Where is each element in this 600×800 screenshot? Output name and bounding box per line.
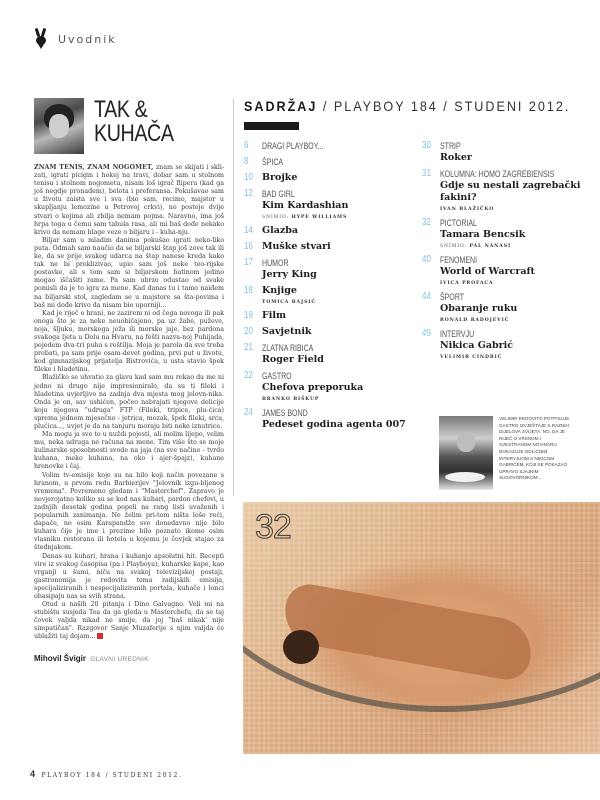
page-number: 4 xyxy=(30,769,36,779)
toc-title: Brojke xyxy=(262,172,298,183)
toc-entry[interactable] xyxy=(244,140,414,152)
toc-credit xyxy=(440,317,597,324)
editorial-body xyxy=(34,164,224,642)
toc-entry[interactable] xyxy=(422,254,597,287)
toc-entry[interactable] xyxy=(244,188,414,221)
paragraph xyxy=(34,164,224,237)
contents-heading xyxy=(244,98,570,114)
credit-label: SNIMIO: xyxy=(440,244,470,249)
author-name: Mihovil Švigir xyxy=(34,653,87,663)
photo-page-label: 32 xyxy=(255,508,291,546)
toc-entry-text xyxy=(262,241,414,253)
toc-page-number: 18 xyxy=(244,285,253,296)
toc-kicker: PICTORIAL xyxy=(440,218,477,228)
toc-entry[interactable] xyxy=(244,285,414,306)
toc-title: Kim Kardashian xyxy=(262,200,349,211)
toc-page-number: 24 xyxy=(244,407,253,418)
toc-entry-text xyxy=(262,140,414,152)
toc-entry[interactable] xyxy=(422,291,597,324)
credit-name: PÁL NÁNÁSI xyxy=(469,244,511,249)
toc-page-number: 10 xyxy=(244,172,253,183)
toc-title: Roker xyxy=(440,152,472,163)
toc-title: Chefova preporuka xyxy=(262,382,364,393)
column-divider xyxy=(233,98,234,496)
contents-column-right xyxy=(422,140,597,365)
editorial-header xyxy=(34,98,224,156)
interview-teaser xyxy=(439,416,573,490)
contents-heading-issue: / PLAYBOY 184 / STUDENI 2012. xyxy=(317,98,571,114)
credit-label: SNIMIO: xyxy=(262,215,292,220)
toc-entry[interactable] xyxy=(244,310,414,322)
toc-entry[interactable] xyxy=(244,225,414,237)
author-photo xyxy=(34,98,84,154)
toc-kicker: ŠPORT xyxy=(440,292,465,302)
page-folio xyxy=(30,769,182,779)
toc-page-number: 40 xyxy=(422,254,431,265)
toc-entry[interactable] xyxy=(422,217,597,250)
toc-entry[interactable] xyxy=(244,257,414,281)
toc-entry[interactable] xyxy=(244,156,414,168)
toc-kicker: BAD GIRL xyxy=(262,189,295,199)
toc-credit xyxy=(440,206,597,213)
paragraph xyxy=(34,601,224,641)
toc-page-number: 44 xyxy=(422,291,431,302)
toc-kicker: INTERVJU xyxy=(440,329,475,339)
toc-kicker: ZLATNA RIBICA xyxy=(262,343,314,353)
toc-entry[interactable] xyxy=(244,407,414,431)
toc-title: Jerry King xyxy=(262,269,317,280)
credit-name: VELIMIR CINDRIĆ xyxy=(440,355,503,360)
toc-page-number: 21 xyxy=(244,342,253,353)
toc-title: Knjige xyxy=(262,285,297,296)
author-role: GLAVNI UREDNIK xyxy=(90,655,149,663)
paragraph-text: Otud u naših 20 pitanja i Dino Galvagno. Veli mi na stubištu susjeda Tea da ga gleda u Masterchefu, da se taj čovek valjda nikad ne smije, da joj "baš nikak' nije simpatičan". Razgovor Sanje Muzaferije s njim valjda će ublažiti taj dojam... xyxy=(34,601,224,641)
feature-photo[interactable] xyxy=(243,502,600,754)
credit-name: BRANKO BIŠKUP xyxy=(262,397,320,402)
toc-page-number: 17 xyxy=(244,257,253,268)
credit-name: HYPE WILLIAMS xyxy=(291,215,348,220)
toc-entry[interactable] xyxy=(244,172,414,184)
paragraph: Volim tv-emisije koje su na bilo koji način povezane s hranom, u prvom redu Barbierijev "Jelovnik izgu-bljenog vremena". Povremeno gledam i "Masterchef". Zapravo je nevjerojatno koliko su se kod nas kuhari, pardon chefovi, u zadnjih desetak godina popeli na rang listi uvaženih i popularnih zanimanja. Ne želim pri-tom ništa loše reći, dapače, no osim Karapandže sve donedavno nije bilo kuhara čije je ime i prezime bilo poznato ikome osim vlasniku restorana ili hotela u kojemu je čovjek stajao za štednjakom. xyxy=(34,471,224,552)
paragraph-text: znam se skijati i skli-zati, igrati picigin i hokej na travi, dobar sam u stolnom tenisu i stolnom nogometu, nisam loš igrač flipera (kad ga još negdje pronađem), belota i preferansa. Pokušavao sam u životu zaista sve i sva (bio sam, recimo, majstor u skupljanju lemozine u Petrovoj crkvi), no postoje dvije stvari o kojima ali zbilja nemam pojma. Naravno, ima još hrpa toga u čemu sam tabula rasa, ali mi baš dođe nekako krivo da nemam blage veze o biljaru i - kuha-nju. xyxy=(34,164,224,236)
toc-page-number: 31 xyxy=(422,168,431,179)
playboy-bunny-icon xyxy=(34,28,48,50)
toc-entry-text xyxy=(440,140,597,164)
toc-page-number: 32 xyxy=(422,217,431,228)
toc-entry[interactable] xyxy=(244,342,414,366)
toc-credit xyxy=(262,396,414,403)
paragraph: Kad je riječ o hrani, ne zazirem ni od čega novoga ili pak onoga što je za neke neuobičajeno, pa uz žabe, puževe, noja, šljuku, morskoga ježa ili morsko jaje, bez pardona svakoga ljeta u Dolu na Hvaru, na fešti nazva-noj Puhijada, pojedem dva-tri puha s roštilja. Moja je parola da sve treba probati, pa sam prije osam-devet godina, prvi put u životu, kod gimnazijskog prijatelja Bistrovića, u usta stavio špek fileke i hladetinu. xyxy=(34,309,224,374)
paragraph: Blažičko se uhvatio za glavu kad sam mu rekao da me ni jedno ni drugo nije impresioniralo, da su ti fileki i hladetina uvjerljivo na zadnja dva mjesta mog jelovn-nika. Onda je on, sav ushićen, počeo nabrajati njegove delicije koju njegova "udruga" FTP (Fileki, tripice, plu-ćica) sprema jednom mjesečno - jetrica, mozak, špek fileki, srca, plućica..., uvjet je da na tanjuru moraju biti neke iznutrice. xyxy=(34,374,224,430)
toc-title: World of Warcraft xyxy=(440,266,535,277)
end-of-article-icon xyxy=(97,633,103,639)
toc-credit xyxy=(440,280,597,287)
toc-kicker: GASTRO xyxy=(262,371,292,381)
toc-credit xyxy=(262,299,414,306)
section-header xyxy=(34,28,117,50)
toc-entry-text xyxy=(262,257,414,281)
heading-bar xyxy=(244,122,299,130)
toc-entry[interactable] xyxy=(244,241,414,253)
editorial-title-line2: KUHAČA xyxy=(94,120,174,147)
toc-title: Pedeset godina agenta 007 xyxy=(262,419,406,430)
interviewer-photo xyxy=(439,416,493,490)
toc-page-number: 20 xyxy=(244,326,253,337)
toc-page-number: 14 xyxy=(244,225,253,236)
credit-name: IVAN BLAŽIČKO xyxy=(440,207,495,212)
toc-title: Savjetnik xyxy=(262,326,312,337)
toc-entry-text xyxy=(440,217,597,250)
toc-title: Obaranje ruku xyxy=(440,303,518,314)
toc-kicker: DRAGI PLAYBOY... xyxy=(262,141,324,151)
toc-entry-text xyxy=(262,310,414,322)
toc-entry-text xyxy=(262,285,414,306)
toc-page-number: 8 xyxy=(244,156,249,167)
toc-kicker: FENOMENI xyxy=(440,255,478,265)
contents-heading-strong: SADRŽAJ xyxy=(244,98,318,114)
paragraph: Biljar sam u mladim danima pokušao igrati neko-liko puta. Odmah sam naučio da se biljarski štap još zove tak ili ke, da se prije svakog udarca na štap nanese kreda kako tak ne bi proklizivao, upio sam još neke teo-rijske postavke, ali s tom sam si biljarskom batinom jedino mogao iščašiti rame. Pa sam ubrzo odustao od svake pomisli da je to igra za mene. Kad danas tu i tamo naiđem na biljarski stol, zagledam se u majstore sa šta-povima i baš mi dođe krivo da nisam bio uporniji... xyxy=(34,236,224,309)
toc-entry[interactable] xyxy=(422,140,597,164)
toc-page-number: 49 xyxy=(422,328,431,339)
toc-entry-text xyxy=(262,342,414,366)
toc-title: Gdje su nestali zagrebački fakini? xyxy=(440,180,581,203)
editorial-title xyxy=(94,98,174,146)
toc-entry-text xyxy=(440,328,597,361)
toc-kicker: HUMOR xyxy=(262,258,289,268)
credit-name: IVICA PROFACA xyxy=(440,281,494,286)
folio-text: PLAYBOY 184 / STUDENI 2012. xyxy=(41,772,183,779)
toc-kicker: KOLUMNA: HOMO ZAGREBIENSIS xyxy=(440,169,555,179)
toc-title: Glazba xyxy=(262,225,299,236)
photo-detail xyxy=(283,630,319,664)
toc-title: Nikica Gabrić xyxy=(440,340,514,351)
credit-name: TOMICA BAJSIĆ xyxy=(262,300,316,305)
section-title: Uvodnik xyxy=(58,32,117,46)
toc-entry-text xyxy=(262,188,414,221)
toc-title: Muške stvari xyxy=(262,241,331,252)
toc-entry[interactable] xyxy=(422,168,597,213)
toc-entry-text xyxy=(262,156,414,168)
toc-entry-text xyxy=(262,326,414,338)
toc-page-number: 30 xyxy=(422,140,431,151)
interview-blurb: VELIMIR REDOVITO POTPISUJE GASTRO IZVJEŠTAJE S RAZNIH DIJELOVA SVIJETA. NO, DA JE RIJEČ O VRSNOM I SVESTRANOM NOVINARU DOKAZUJE ODLIČNIM INTERVJUOM S NIKICOM GABRIĆEM, KOJI SE POKAZAO UPRAVO SJAJNIM SUGOVORNIKOM... xyxy=(499,416,570,481)
editorial-title-line1: TAK & xyxy=(94,96,148,123)
toc-page-number: 19 xyxy=(244,310,253,321)
toc-entry-text xyxy=(440,254,597,287)
toc-page-number: 12 xyxy=(244,188,253,199)
toc-credit xyxy=(440,243,597,250)
toc-credit xyxy=(440,354,597,361)
toc-entry-text xyxy=(440,168,597,213)
toc-title: Film xyxy=(262,310,287,321)
toc-kicker: STRIP xyxy=(440,141,461,151)
signature xyxy=(34,654,224,663)
editorial-column xyxy=(34,98,224,663)
toc-title: Tamara Bencsik xyxy=(440,229,526,240)
toc-entry[interactable] xyxy=(422,328,597,361)
toc-title: Roger Field xyxy=(262,354,324,365)
toc-page-number: 22 xyxy=(244,370,253,381)
toc-entry[interactable] xyxy=(244,326,414,338)
toc-page-number: 16 xyxy=(244,241,253,252)
lead-in: ZNAM TENIS, ZNAM NOGOMET, xyxy=(34,164,154,171)
toc-kicker: ŠPICA xyxy=(262,157,284,167)
contents-column-left xyxy=(244,140,414,435)
toc-entry[interactable] xyxy=(244,370,414,403)
toc-kicker: JAMES BOND xyxy=(262,408,308,418)
toc-entry-text xyxy=(262,225,414,237)
toc-entry-text xyxy=(262,407,414,431)
toc-page-number: 6 xyxy=(244,140,249,151)
toc-entry-text xyxy=(262,172,414,184)
toc-credit xyxy=(262,214,414,221)
paragraph: Ma mogu ja sve to u nuždi pojesti, ali molim lijepo, velim mu, neka udruga ne računa na mene. Tim više što se moje kulinarske sposobnosti svode na jaja (na sve načine - tvrdo kuhana, meko kuhana, na oko i ajer-špajz), kuhane hrenovke i čaj. xyxy=(34,431,224,471)
toc-entry-text xyxy=(440,291,597,324)
toc-entry-text xyxy=(262,370,414,403)
paragraph: Danas su kuhari, hrana i kuhanje apsolutni hit. Recepti vire iz svakog časopisa (pa i Playboya), kuharske kape, kao vrganji u šumi, niču na svakoj televizijskoj postaji, gastronomija je redovita tema radijskih emisija, specijaliziranih i nespecijaliziranih portala, kuhače i lonci obasipaju nas sa svih strana. xyxy=(34,552,224,600)
credit-name: RONALD RADOJEVIĆ xyxy=(440,318,510,323)
